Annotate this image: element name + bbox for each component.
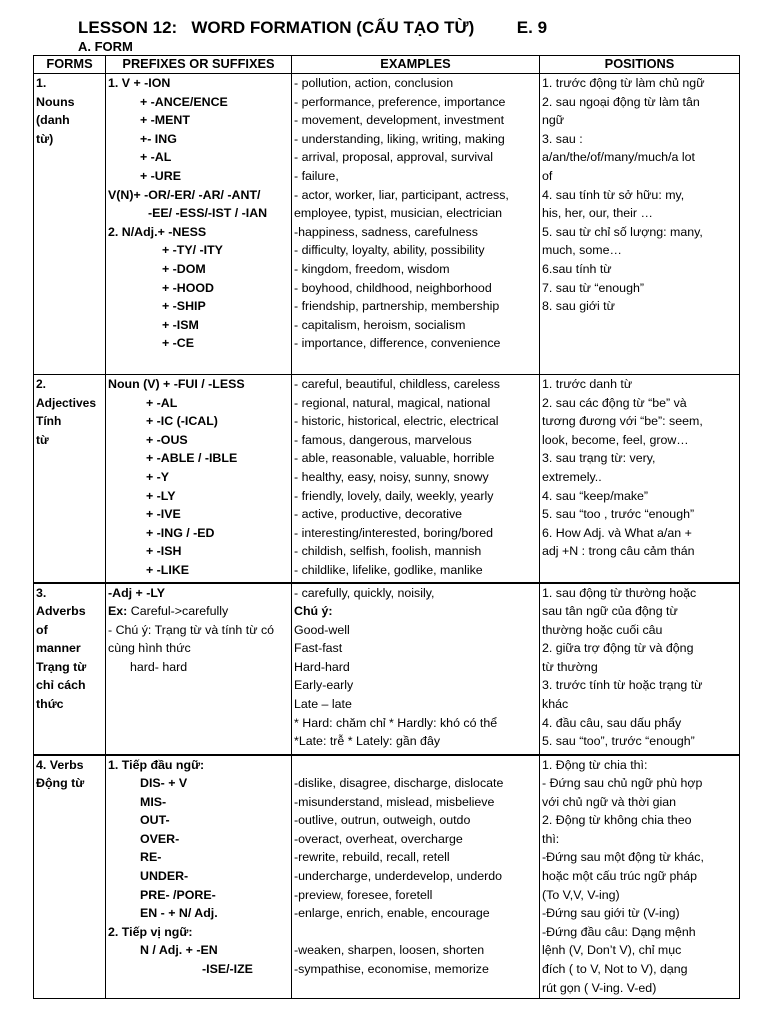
suffix-rule: + -URE [140, 168, 181, 183]
form-text: Nouns [36, 94, 75, 109]
suffix-rule: + -SHIP [162, 299, 206, 314]
form-text: (danh [36, 113, 70, 128]
example-line: -weaken, sharpen, loosen, shorten [294, 943, 485, 958]
form-text: thức [36, 697, 64, 712]
table-header-row [34, 56, 740, 74]
example-line: -misunderstand, mislead, misbelieve [294, 794, 495, 809]
position-line: look, become, feel, grow… [542, 432, 689, 447]
position-line: much, some… [542, 243, 622, 258]
position-line: thì: [542, 831, 560, 846]
form-text: chỉ cách [36, 678, 86, 693]
lesson-title: LESSON 12: WORD FORMATION (CẤU TẠO TỪ) E. 9 [78, 18, 548, 37]
example-line: -preview, foresee, foretell [294, 887, 433, 902]
position-line: 1. sau động từ thường hoặc [542, 585, 697, 600]
examples-cell-adjectives [292, 375, 540, 583]
note-label: Chú ý: [294, 604, 333, 619]
prefix-cell-nouns [106, 74, 292, 375]
position-line: lệnh (V, Don’t V), chỉ mục [542, 943, 682, 958]
example-line: -dislike, disagree, discharge, dislocate [294, 776, 504, 791]
examples-cell-verbs [292, 755, 540, 999]
position-line: rút gọn ( V-ing. V-ed) [542, 980, 657, 995]
example-line: -undercharge, underdevelop, underdo [294, 869, 503, 884]
positions-cell-adjectives [540, 375, 740, 583]
example-line: Early-early [294, 678, 354, 693]
prefix-cell-verbs [106, 755, 292, 999]
form-text: Trạng từ [36, 659, 87, 674]
position-line: 5. sau “too”, trước “enough” [542, 734, 695, 749]
suffix-rule: + -IC (-ICAL) [146, 414, 218, 429]
position-line: 2. sau các động từ “be” và [542, 395, 687, 410]
example-line: Late – late [294, 697, 352, 712]
suffix-rule: + -ISM [162, 317, 199, 332]
ex-text: Careful->carefully [127, 604, 229, 619]
form-cell-verbs [34, 755, 106, 999]
suffix-rule: + -DOM [162, 261, 206, 276]
position-line: khác [542, 697, 569, 712]
position-line: đích ( to V, Not to V), dạng [542, 962, 688, 977]
table-row-adverbs [34, 583, 740, 755]
table-row-verbs [34, 755, 740, 999]
example-line: - performance, preference, importance [294, 94, 506, 109]
example-line: -outlive, outrun, outweigh, outdo [294, 813, 471, 828]
suffix-rule: V(N)+ -OR/-ER/ -AR/ -ANT/ [108, 187, 261, 202]
example-line: *Late: trễ * Lately: gần đây [294, 734, 441, 749]
example-line: - arrival, proposal, approval, survival [294, 150, 494, 165]
example-line: -sympathise, economise, memorize [294, 962, 489, 977]
suffix-rule: + -Y [146, 469, 170, 484]
position-line: of [542, 168, 553, 183]
position-line: -Đứng sau giới từ (V-ing) [542, 906, 680, 921]
examples-cell-adverbs [292, 583, 540, 755]
example-line: - kingdom, freedom, wisdom [294, 261, 450, 276]
position-line: his, her, our, their … [542, 206, 653, 221]
example-line: - importance, difference, convenience [294, 336, 501, 351]
position-line: 7. sau từ “enough” [542, 280, 644, 295]
word-formation-table [33, 55, 740, 999]
suffix-rule: + -CE [162, 336, 195, 351]
example-line: Fast-fast [294, 641, 343, 656]
form-text: từ [36, 432, 49, 447]
position-line: adj +N : trong câu cảm thán [542, 544, 695, 559]
prefix-rule: MIS- [140, 794, 167, 809]
form-cell-nouns [34, 74, 106, 375]
suffix-rule: + -ISH [146, 544, 182, 559]
example-line: Hard-hard [294, 659, 350, 674]
suffix-rule: + -LIKE [146, 562, 190, 577]
suffix-rule: Noun (V) + -FUI / -LESS [108, 377, 245, 391]
position-line: từ thường [542, 659, 598, 674]
form-text: từ) [36, 131, 54, 146]
suffix-rule: N / Adj. + -EN [140, 943, 218, 958]
position-line: 1. trước danh từ [542, 377, 633, 391]
position-line: 3. sau trạng từ: very, [542, 451, 656, 466]
prefix-rule: RE- [140, 850, 162, 865]
prefix-cell-adjectives [106, 375, 292, 583]
suffix-rule: + -HOOD [162, 280, 214, 295]
position-line: - Đứng sau chủ ngữ phù hợp [542, 776, 703, 791]
column-header-examples: EXAMPLES [292, 56, 540, 74]
note-text: - Chú ý: Trạng từ và tính từ có cùng hình thức [108, 622, 275, 656]
example-line: -overact, overheat, overcharge [294, 831, 463, 846]
example-spacer [294, 923, 537, 942]
example-line: - friendship, partnership, membership [294, 299, 500, 314]
example-line: - historic, historical, electric, electrical [294, 414, 499, 429]
column-header-prefixes: PREFIXES OR SUFFIXES [106, 56, 292, 74]
position-line: 4. đầu câu, sau dấu phẩy [542, 715, 682, 730]
suffix-rule: + -OUS [146, 432, 188, 447]
suffix-rule: + -ANCE/ENCE [140, 94, 228, 109]
position-line: 4. sau “keep/make” [542, 488, 649, 503]
position-line: extremely.. [542, 469, 602, 484]
note-example: hard- hard [130, 659, 188, 674]
position-line: -Đứng sau một động từ khác, [542, 850, 704, 865]
suffix-rule: + -ING / -ED [146, 525, 215, 540]
form-cell-adverbs [34, 583, 106, 755]
prefix-rule: OUT- [140, 813, 170, 828]
example-line: - regional, natural, magical, national [294, 395, 491, 410]
position-line: với chủ ngữ và thời gian [542, 794, 677, 809]
form-text: manner [36, 641, 81, 656]
suffix-rule: + -IVE [146, 507, 181, 522]
suffix-rule: -ISE/-IZE [202, 962, 253, 977]
example-line: -enlarge, enrich, enable, encourage [294, 906, 490, 921]
example-line: - actor, worker, liar, participant, actress, [294, 187, 509, 202]
positions-cell-nouns [540, 74, 740, 375]
column-header-positions: POSITIONS [540, 56, 740, 74]
position-line: 2. sau ngoại động từ làm tân [542, 94, 700, 109]
suffix-rule: +- ING [140, 131, 177, 146]
table-row-adjectives [34, 375, 740, 583]
suffix-rule: + -ABLE / -IBLE [146, 451, 238, 466]
column-header-forms: FORMS [34, 56, 106, 74]
example-line: - childish, selfish, foolish, mannish [294, 544, 482, 559]
form-cell-adjectives [34, 375, 106, 583]
suffix-rule: + -LY [146, 488, 176, 503]
section-subtitle: A. FORM [78, 39, 133, 54]
position-line: 3. trước tính từ hoặc trạng từ [542, 678, 703, 693]
example-line: -happiness, sadness, carefulness [294, 224, 478, 239]
example-line: - failure, [294, 168, 339, 183]
example-line: * Hard: chăm chỉ * Hardly: khó có thể [294, 715, 498, 730]
suffix-rule: -Adj + -LY [108, 585, 166, 600]
position-line: -Đứng đầu câu: Dạng mệnh [542, 924, 696, 939]
form-text: 4. Verbs [36, 757, 84, 772]
position-line: a/an/the/of/many/much/a lot [542, 150, 695, 165]
suffix-rule: 2. N/Adj.+ -NESS [108, 224, 207, 239]
form-text: 1. [36, 76, 47, 90]
example-line: Good-well [294, 622, 350, 637]
position-line: tương đương với “be”: seem, [542, 414, 703, 429]
prefix-rule: OVER- [140, 831, 180, 846]
position-line: ngữ [542, 113, 565, 128]
position-line: 3. sau : [542, 131, 583, 146]
form-text: 3. [36, 585, 47, 600]
example-line: - difficulty, loyalty, ability, possibility [294, 243, 485, 258]
position-line: 5. sau từ chỉ số lượng: many, [542, 224, 703, 239]
position-line: 2. Động từ không chia theo [542, 813, 692, 828]
example-line: - able, reasonable, valuable, horrible [294, 451, 495, 466]
example-line: employee, typist, musician, electrician [294, 206, 502, 221]
example-note [108, 602, 289, 621]
example-line: - understanding, liking, writing, making [294, 131, 505, 146]
suffix-rule: + -AL [146, 395, 178, 410]
position-line: 4. sau tính từ sở hữu: my, [542, 187, 685, 202]
prefix-rule: DIS- + V [140, 776, 188, 791]
position-line: 1. trước động từ làm chủ ngữ [542, 76, 705, 90]
examples-cell-nouns [292, 74, 540, 375]
position-line: sau tân ngữ của động từ [542, 604, 678, 619]
form-text: Adverbs [36, 604, 86, 619]
position-line: 1. Động từ chia thì: [542, 757, 648, 772]
form-text: Động từ [36, 776, 85, 791]
prefix-heading: 1. Tiếp đầu ngữ: [108, 757, 205, 772]
suffix-rule: -EE/ -ESS/-IST / -IAN [148, 206, 268, 221]
example-line: - movement, development, investment [294, 113, 505, 128]
position-line: thường hoặc cuối câu [542, 622, 663, 637]
suffix-rule: + -MENT [140, 113, 190, 128]
position-line: 2. giữa trợ động từ và động [542, 641, 694, 656]
prefix-rule: UNDER- [140, 869, 189, 884]
position-line: (To V,V, V-ing) [542, 887, 620, 902]
example-line: - famous, dangerous, marvelous [294, 432, 472, 447]
suffix-heading: 2. Tiếp vị ngữ: [108, 924, 193, 939]
ex-label: Ex: [108, 604, 128, 619]
example-line: - childlike, lifelike, godlike, manlike [294, 562, 483, 577]
example-line: -rewrite, rebuild, recall, retell [294, 850, 450, 865]
example-line: - friendly, lovely, daily, weekly, yearly [294, 488, 494, 503]
position-line: 5. sau “too , trước “enough” [542, 507, 695, 522]
prefix-rule: PRE- /PORE- [140, 887, 216, 902]
example-line: - boyhood, childhood, neighborhood [294, 280, 492, 295]
example-line: - interesting/interested, boring/bored [294, 525, 494, 540]
prefix-rule: EN - + N/ Adj. [140, 906, 218, 921]
example-line: - capitalism, heroism, socialism [294, 317, 466, 332]
positions-cell-adverbs [540, 583, 740, 755]
position-line: 6.sau tính từ [542, 261, 612, 276]
position-line: hoặc một cấu trúc ngữ pháp [542, 869, 698, 884]
example-line: - carefully, quickly, noisily, [294, 585, 435, 600]
form-text: Tính [36, 414, 62, 429]
positions-cell-verbs [540, 755, 740, 999]
suffix-rule: 1. V + -ION [108, 76, 171, 90]
example-spacer [294, 756, 537, 775]
example-line: - pollution, action, conclusion [294, 76, 454, 90]
position-line: 6. How Adj. và What a/an + [542, 525, 692, 540]
form-text: of [36, 622, 48, 637]
table-row-nouns [34, 74, 740, 375]
example-line: - healthy, easy, noisy, sunny, snowy [294, 469, 489, 484]
form-text: 2. [36, 377, 47, 391]
example-line: - active, productive, decorative [294, 507, 463, 522]
form-text: Adjectives [36, 395, 97, 410]
prefix-cell-adverbs [106, 583, 292, 755]
suffix-rule: + -AL [140, 150, 172, 165]
example-line: - careful, beautiful, childless, careless [294, 377, 500, 391]
position-line: 8. sau giới từ [542, 299, 615, 314]
suffix-rule: + -TY/ -ITY [162, 243, 223, 258]
